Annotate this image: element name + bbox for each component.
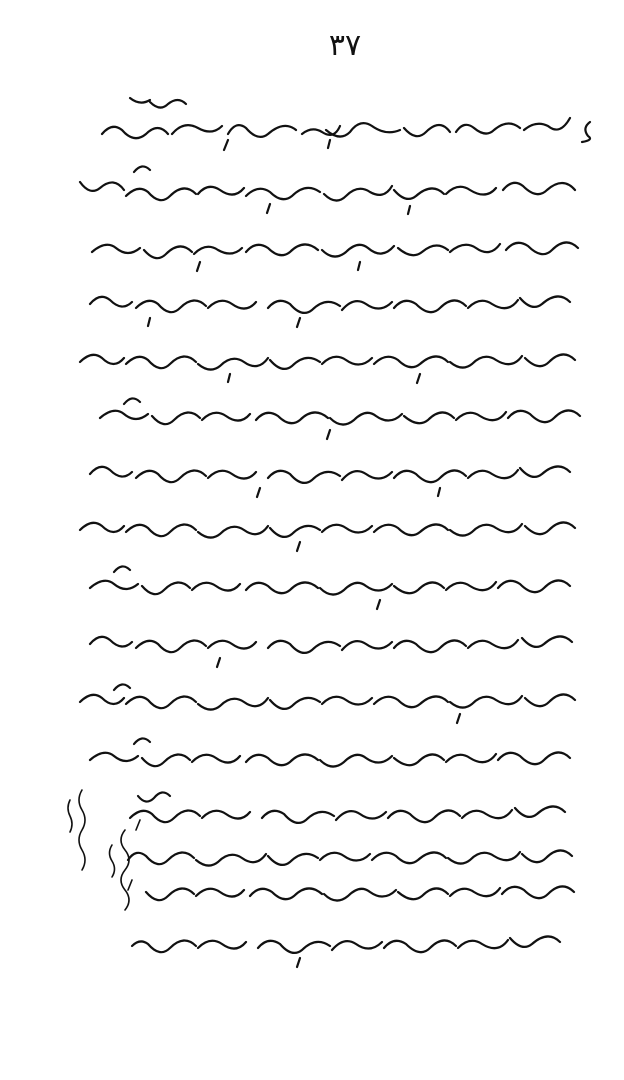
manuscript-line xyxy=(80,684,575,723)
manuscript-line xyxy=(92,242,578,271)
manuscript-line xyxy=(80,354,575,383)
manuscript-line xyxy=(130,792,565,822)
margin-note xyxy=(68,790,140,910)
manuscript-line xyxy=(128,850,572,865)
manuscript-line xyxy=(80,166,575,214)
manuscript-line xyxy=(100,398,580,439)
manuscript-line xyxy=(90,296,570,327)
manuscript-line xyxy=(80,522,575,551)
manuscript-line xyxy=(132,936,560,967)
manuscript-line xyxy=(90,466,570,497)
page-number: ۳۷ xyxy=(328,28,362,63)
manuscript-line xyxy=(90,738,570,766)
manuscript-line xyxy=(90,636,572,667)
manuscript-line xyxy=(146,886,574,900)
manuscript-line xyxy=(102,98,590,150)
manuscript-line xyxy=(90,566,570,609)
